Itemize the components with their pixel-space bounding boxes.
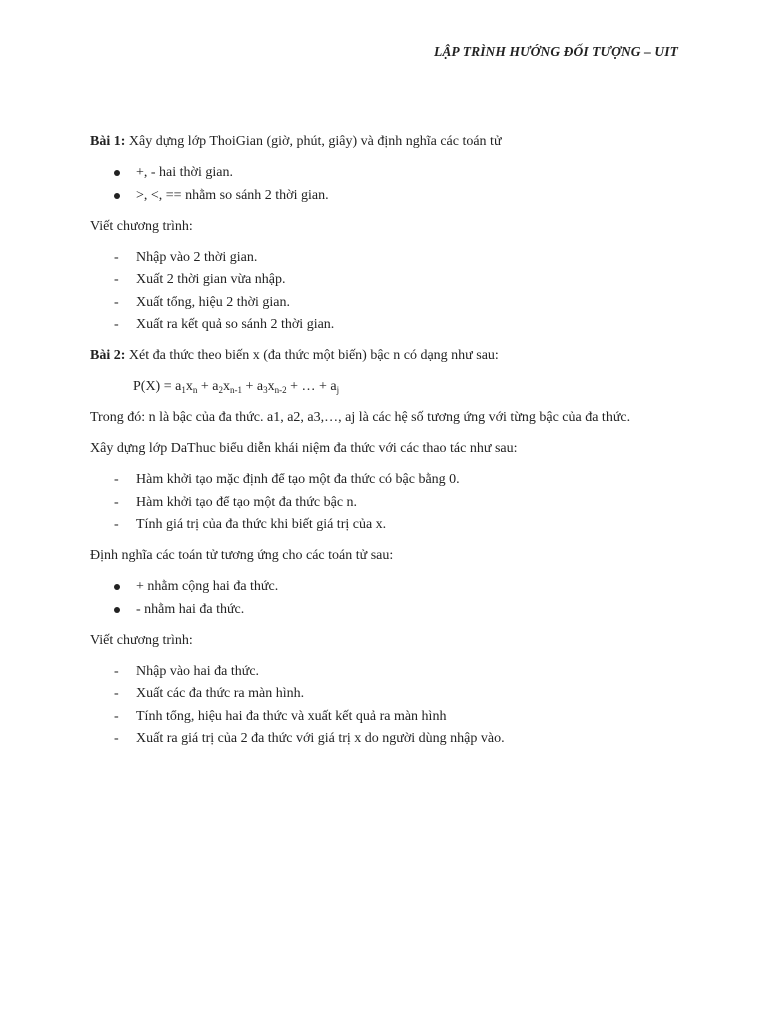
list-item-text: - nhằm hai đa thức. [136, 601, 245, 617]
bullet-dot-icon [114, 607, 120, 613]
exercise-2-program-heading: Viết chương trình: [90, 632, 193, 648]
exercise-2-class-ops [90, 470, 680, 535]
exercise-2-text: Xét đa thức theo biến x (đa thức một biến) bậc n có dạng như sau: [125, 348, 499, 363]
list-item-text: Hàm khởi tạo để tạo một đa thức bậc n. [136, 494, 358, 510]
list-item-text: Nhập vào hai đa thức. [136, 663, 260, 679]
list-item-text: Tính tổng, hiệu hai đa thức và xuất kết quả ra màn hình [136, 708, 447, 724]
exercise-2-operator-intro: Định nghĩa các toán tử tương ứng cho các toán tử sau: [90, 548, 394, 563]
exercise-1-program-heading: Viết chương trình: [90, 218, 193, 234]
list-item [90, 662, 680, 682]
list-item [90, 270, 680, 290]
list-item [90, 470, 680, 490]
bullet-dot-icon [114, 170, 120, 176]
polynomial-formula: $P(X) = a_1x_n + a_2x_{n-1} + a_3x_{n-2}$ + … + $a_j$ [133, 379, 340, 395]
dash-bullet: - [114, 294, 119, 310]
bullet-dot-icon [114, 584, 120, 590]
list-item [90, 186, 680, 206]
dash-bullet: - [114, 249, 119, 265]
list-item [90, 600, 680, 620]
list-item-text: Xuất 2 thời gian vừa nhập. [136, 272, 286, 287]
list-item-text: Xuất ra kết quả so sánh 2 thời gian. [136, 317, 335, 332]
exercise-2-class-intro: Xây dựng lớp DaThuc biểu diễn khái niệm đa thức với các thao tác như sau: [90, 441, 518, 456]
list-item [90, 248, 680, 268]
list-item-text: Xuất các đa thức ra màn hình. [136, 686, 305, 701]
exercise-1-text: Xây dựng lớp ThoiGian (giờ, phút, giây) và định nghĩa các toán tử [125, 134, 502, 149]
dash-bullet: - [114, 731, 119, 746]
dash-bullet: - [114, 272, 119, 287]
page-header: LẬP TRÌNH HƯỚNG ĐỐI TƯỢNG – UIT [433, 44, 678, 59]
dash-bullet: - [114, 472, 119, 487]
list-item-text: Tính giá trị của đa thức khi biết giá trị của x. [136, 517, 387, 532]
list-item-text: Xuất ra giá trị của 2 đa thức với giá trị x do người dùng nhập vào. [136, 731, 505, 746]
exercise-1-program-steps [90, 248, 680, 336]
list-item-text: +, - hai thời gian. [136, 165, 233, 180]
exercise-1-label: Bài 1: [90, 134, 126, 149]
exercise-2-statement [90, 346, 680, 366]
dash-bullet: - [114, 517, 119, 532]
document-body [90, 132, 680, 760]
dash-bullet: - [114, 317, 119, 332]
list-item [90, 493, 680, 513]
exercise-1-operator-list [90, 163, 680, 206]
dash-bullet: - [114, 663, 119, 679]
list-item-text: Xuất tổng, hiệu 2 thời gian. [136, 294, 290, 310]
dash-bullet: - [114, 708, 119, 724]
exercise-2-label: Bài 2: [90, 348, 126, 363]
dash-bullet: - [114, 494, 119, 510]
list-item-text: Nhập vào 2 thời gian. [136, 249, 258, 265]
dash-bullet: - [114, 686, 119, 701]
exercise-1-statement [90, 132, 680, 152]
list-item [90, 515, 680, 535]
exercise-2-where-text: Trong đó: n là bậc của đa thức. a1, a2, a3,…, aj là các hệ số tương ứng với từng bậc của đa thức. [90, 410, 631, 425]
list-item [90, 315, 680, 335]
list-item [90, 163, 680, 183]
list-item [90, 293, 680, 313]
list-item [90, 707, 680, 727]
list-item [90, 577, 680, 597]
bullet-dot-icon [114, 193, 120, 199]
exercise-2-program-steps [90, 662, 680, 750]
list-item-text: >, <, == nhằm so sánh 2 thời gian. [136, 187, 329, 203]
list-item [90, 729, 680, 749]
list-item-text: + nhằm cộng hai đa thức. [136, 579, 279, 594]
list-item [90, 684, 680, 704]
list-item-text: Hàm khởi tạo mặc định để tạo một đa thức có bậc bằng 0. [136, 472, 460, 487]
exercise-2-operator-list [90, 577, 680, 620]
